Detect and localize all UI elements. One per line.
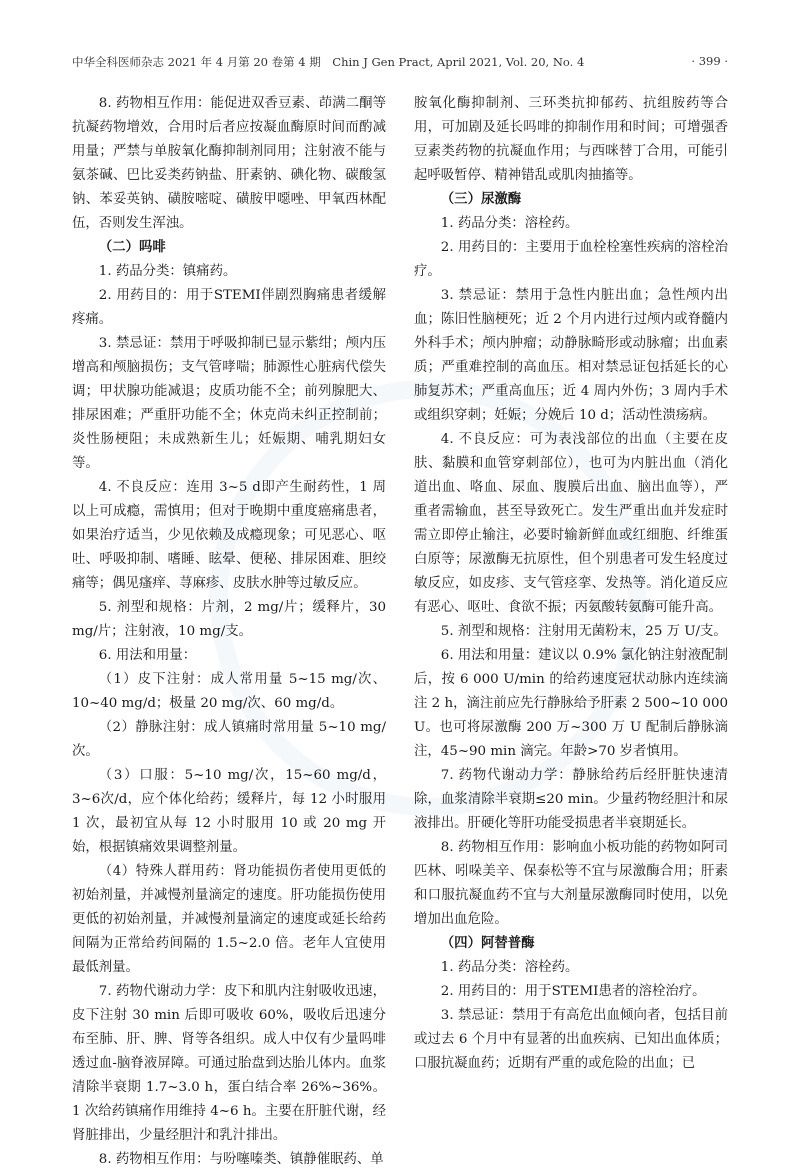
paragraph: 1. 药品分类：镇痛药。 [98, 264, 237, 279]
paragraph: （3）口服：5~10 mg/次，15~60 mg/d，3~6次/d，应个体化给药；缓释片，每 12 小时服用 1 次，最初宜从每 12 小时服用 10 或 20 mg 开始，根据镇痛效果调整剂量。 [72, 768, 386, 855]
paragraph: 3. 禁忌证：禁用于急性内脏出血；急性颅内出血；陈旧性脑梗死；近 2 个月内进行过颅内或脊髓内外科手术；颅内肿瘤；动静脉畸形或动脉瘤；出血素质；严重难控制的高血压。相对禁忌证包括延长的心肺复苏术；严重高血压；近 4 周内外伤；3 周内手术或组织穿刺；妊娠；分娩后 10 d；活动性溃疡病。 [414, 288, 728, 423]
paragraph: 胺氧化酶抑制剂、三环类抗抑郁药、抗组胺药等合用，可加剧及延长吗啡的抑制作用和时间；可增强香豆素类药物的抗凝血作用；与西咪替丁合用，可能引起呼吸暂停、精神错乱或肌肉抽搐等。 [414, 96, 728, 183]
running-header [72, 54, 728, 74]
left-column [72, 92, 386, 1172]
right-column [414, 92, 728, 1076]
paragraph: （4）特殊人群用药：肾功能损伤者使用更低的初始剂量，并减慢剂量滴定的速度。肝功能损伤使用更低的初始剂量，并减慢剂量滴定的速度或延长给药间隔为正常给药间隔的 1.5~2.0 倍。老年人宜使用最低剂量。 [72, 864, 386, 975]
paragraph: 8. 药物相互作用：能促进双香豆素、茚满二酮等抗凝药物增效，合用时后者应按凝血酶原时间而酌减用量；严禁与单胺氧化酶抑制剂同用；注射液不能与氨茶碱、巴比妥类药钠盐、肝素钠、碘化物、碳酸氢钠、苯妥英钠、磺胺嘧啶、磺胺甲噁唑、甲氧西林配伍，否则发生浑浊。 [72, 96, 386, 231]
paragraph: 8. 药物相互作用：影响血小板功能的药物如阿司匹林、吲哚美辛、保泰松等不宜与尿激酶合用；肝素和口服抗凝血药不宜与大剂量尿激酶同时使用，以免增加出血危险。 [414, 840, 728, 927]
paragraph: 8. 药物相互作用：与吩噻嗪类、镇静催眠药、单 [98, 1152, 384, 1167]
page-number: · 399 · [691, 54, 728, 68]
paragraph: 2. 用药目的：用于STEMI患者的溶栓治疗。 [440, 984, 706, 999]
paragraph: 1. 药品分类：溶栓药。 [440, 960, 579, 975]
section-heading: （二）吗啡 [98, 240, 166, 255]
paragraph: 4. 不良反应：连用 3~5 d即产生耐药性，1 周以上可成瘾，需慎用；但对于晚期中重度癌痛患者，如果治疗适当，少见依赖及成瘾现象；可见恶心、呕吐、呼吸抑制、嗜睡、眩晕、便秘、排尿困难、胆绞痛等；偶见瘙痒、荨麻疹、皮肤水肿等过敏反应。 [72, 480, 386, 591]
paragraph: 6. 用法和用量： [98, 648, 197, 663]
paragraph: 2. 用药目的：用于STEMI伴剧烈胸痛患者缓解疼痛。 [72, 288, 386, 327]
paragraph: 7. 药物代谢动力学：皮下和肌内注射吸收迅速，皮下注射 30 min 后即可吸收 60%，吸收后迅速分布至肺、肝、脾、肾等各组织。成人中仅有少量吗啡透过血-脑脊液屏障。可通过胎盘到达胎儿体内。血浆清除半衰期 1.7~3.0 h，蛋白结合率 26%~36%。1 次给药镇痛作用维持 4~6 h。主要在肝脏代谢，经肾脏排出，少量经胆汁和乳汁排出。 [72, 984, 386, 1143]
journal-citation: 中华全科医师杂志 2021 年 4 月第 20 卷第 4 期 Chin J Gen Pract, April 2021, Vol. 20, No. 4 [72, 55, 585, 69]
paragraph: 3. 禁忌证：禁用于呼吸抑制已显示紫绀；颅内压增高和颅脑损伤；支气管哮喘；肺源性心脏病代偿失调；甲状腺功能减退；皮质功能不全；前列腺肥大、排尿困难；严重肝功能不全；休克尚未纠正控制前；炎性肠梗阻；未成熟新生儿；妊娠期、哺乳期妇女等。 [72, 336, 386, 471]
paragraph: （2）静脉注射：成人镇痛时常用量 5~10 mg/次。 [72, 720, 386, 759]
paragraph: 5. 剂型和规格：注射用无菌粉末，25 万 U/支。 [440, 624, 727, 639]
paragraph: 5. 剂型和规格：片剂，2 mg/片；缓释片，30 mg/片；注射液，10 mg/支。 [72, 600, 386, 639]
paragraph: 1. 药品分类：溶栓药。 [440, 216, 579, 231]
section-heading: （四）阿替普酶 [440, 936, 535, 951]
paragraph: 3. 禁忌证：禁用于有高危出血倾向者，包括目前或过去 6 个月中有显著的出血疾病、已知出血体质；口服抗凝血药；近期有严重的或危险的出血；已 [414, 1008, 728, 1071]
paragraph: 4. 不良反应：可为表浅部位的出血（主要在皮肤、黏膜和血管穿刺部位），也可为内脏出血（消化道出血、咯血、尿血、腹膜后出血、脑出血等），严重者需输血，甚至导致死亡。发生严重出血并发症时需立即停止输注，必要时输新鲜血或红细胞、纤维蛋白原等；尿激酶无抗原性，但个别患者可发生轻度过敏反应，如皮疹、支气管痉挛、发热等。消化道反应有恶心、呕吐、食欲不振；丙氨酸转氨酶可能升高。 [414, 432, 728, 615]
paragraph: 2. 用药目的：主要用于血栓栓塞性疾病的溶栓治疗。 [414, 240, 728, 279]
section-heading: （三）尿激酶 [440, 192, 522, 207]
paragraph: 6. 用法和用量：建议以 0.9% 氯化钠注射液配制后，按 6 000 U/min 的给药速度冠状动脉内连续滴注 2 h，滴注前应先行静脉给予肝素 2 500~10 000 U。也可将尿激酶 200 万~300 万 U 配制后静脉滴注，45~90 min 滴完。年龄>70 岁者慎用。 [414, 648, 729, 759]
paragraph: 7. 药物代谢动力学：静脉给药后经肝脏快速清除，血浆清除半衰期≤20 min。少量药物经胆汁和尿液排出。肝硬化等肝功能受损患者半衰期延长。 [414, 768, 728, 831]
paragraph: （1）皮下注射：成人常用量 5~15 mg/次、10~40 mg/d；极量 20 mg/次、60 mg/d。 [72, 672, 386, 711]
